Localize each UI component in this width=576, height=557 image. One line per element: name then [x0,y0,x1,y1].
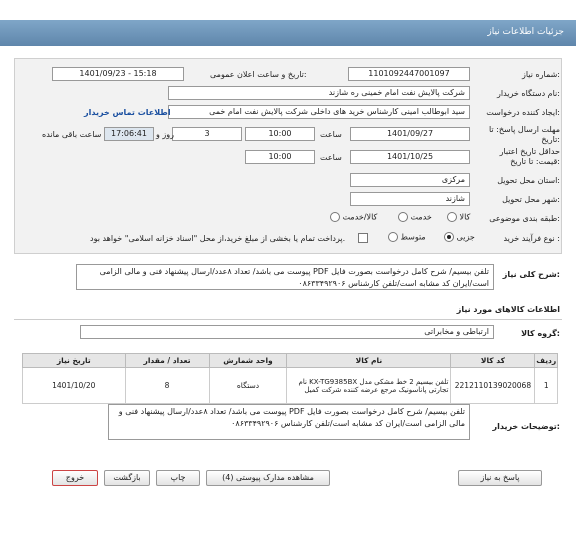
col-code: کد کالا [451,354,535,368]
cell-date: 1401/10/20 [23,368,126,404]
goods-divider [14,319,562,320]
province-label: استان محل تحویل: [497,176,560,185]
announce-datetime-field: 1401/09/23 - 15:18 [52,67,184,81]
buyer-org-label: نام دستگاه خریدار: [496,89,560,98]
need-number-field: 1101092447001097 [348,67,470,81]
buyer-org-field: شرکت پالایش نفت امام خمینی ره شازند [168,86,470,100]
city-field: شازند [350,192,470,206]
goods-group-field: ارتباطی و مخابراتی [80,325,494,339]
days-label: روز و [156,130,174,139]
category-goods-radio[interactable] [447,212,457,222]
cell-code: 2212110139020068 [451,368,535,404]
validity-date-field: 1401/10/25 [350,150,470,164]
process-option-minor[interactable]: جزیی [444,232,475,242]
deadline-date-field: 1401/09/27 [350,127,470,141]
buyer-notes-text: تلفن بیسیم/ شرح کامل درخواست بصورت فایل PDF پیوست می باشد/ تعداد ۸عدد/ارسال پیشنهاد فنی و مالی الزامی است/ایران کد مشابه است/تلفن کارشناس ۰۸۶۳۳۴۹۲۹۰۶ [108,404,470,440]
goods-group-label: گروه کالا: [521,329,560,338]
payment-note: پرداخت تمام یا بخشی از مبلغ خرید،از محل "اسناد خزانه اسلامی" خواهد بود. [90,234,346,243]
cell-name: تلفن بیسیم 2 خط مشکی مدل KX-TG9385BX نام تجارتی پاناسونیک مرجع عرضه کننده شرکت کمیل [287,368,451,404]
treasury-checkbox[interactable] [358,233,368,243]
col-unit: واحد شمارش [209,354,287,368]
category-label: طبقه بندی موضوعی: [489,214,560,223]
creator-field: سید ابوطالب امینی کارشناس خرید های داخلی شرکت پالایش نفت امام خمی [168,105,470,119]
attachments-button[interactable]: مشاهده مدارک پیوستی (4) [206,470,330,486]
remaining-label: ساعت باقی مانده [42,130,102,139]
category-option-goods-service[interactable]: کالا/خدمت [330,212,377,222]
summary-text: تلفن بیسیم/ شرح کامل درخواست بصورت فایل PDF پیوست می باشد/ تعداد ۸عدد/ارسال پیشنهاد فنی و مالی الزامی است/ایران کد مشابه است/تلفن کارشناس ۰۸۶۳۳۴۹۲۹۰۶ [76,264,494,290]
process-label: نوع فرآیند خرید : [503,234,560,243]
validity-label: حداقل تاریخ اعتبار قیمت: تا تاریخ: [499,147,560,166]
exit-button[interactable]: خروج [52,470,98,486]
col-index: ردیف [535,354,558,368]
category-option-service[interactable]: خدمت [398,212,432,222]
table-row[interactable] [23,368,558,404]
creator-label: ایجاد کننده درخواست: [486,108,560,117]
cell-unit: دستگاه [209,368,287,404]
remaining-time-field: 17:06:41 [104,127,154,141]
days-field: 3 [172,127,242,141]
summary-label: شرح کلی نیاز: [502,270,560,279]
goods-table [22,353,558,404]
col-qty: تعداد / مقدار [125,354,209,368]
col-date: تاریخ نیاز [23,354,126,368]
cell-qty: 8 [125,368,209,404]
validity-time-label: ساعت [320,153,342,162]
process-medium-radio[interactable] [388,232,398,242]
process-option-medium[interactable]: متوسط [388,232,426,242]
page-title: جزئیات اطلاعات نیاز [487,27,564,37]
province-field: مرکزی [350,173,470,187]
reply-button[interactable]: پاسخ به نیاز [458,470,542,486]
category-option-goods[interactable]: کالا [447,212,470,222]
announce-label: تاریخ و ساعت اعلان عمومی: [210,70,307,79]
deadline-time-field: 10:00 [245,127,315,141]
deadline-label: مهلت ارسال پاسخ: تا تاریخ: [488,125,560,144]
category-service-radio[interactable] [398,212,408,222]
col-name: نام کالا [287,354,451,368]
process-minor-radio[interactable] [444,232,454,242]
cell-index: 1 [535,368,558,404]
buyer-contact-link[interactable]: اطلاعات تماس خریدار [84,108,171,117]
deadline-time-label: ساعت [320,130,342,139]
buyer-notes-label: توضیحات خریدار: [492,422,560,431]
page-header [0,20,576,46]
city-label: شهر محل تحویل: [502,195,560,204]
goods-table-header [23,354,558,368]
goods-section-title: اطلاعات کالاهای مورد نیاز [456,305,560,314]
need-number-label: شماره نیاز: [521,70,560,79]
category-goods-service-radio[interactable] [330,212,340,222]
print-button[interactable]: چاپ [156,470,200,486]
validity-time-field: 10:00 [245,150,315,164]
back-button[interactable]: بازگشت [104,470,150,486]
